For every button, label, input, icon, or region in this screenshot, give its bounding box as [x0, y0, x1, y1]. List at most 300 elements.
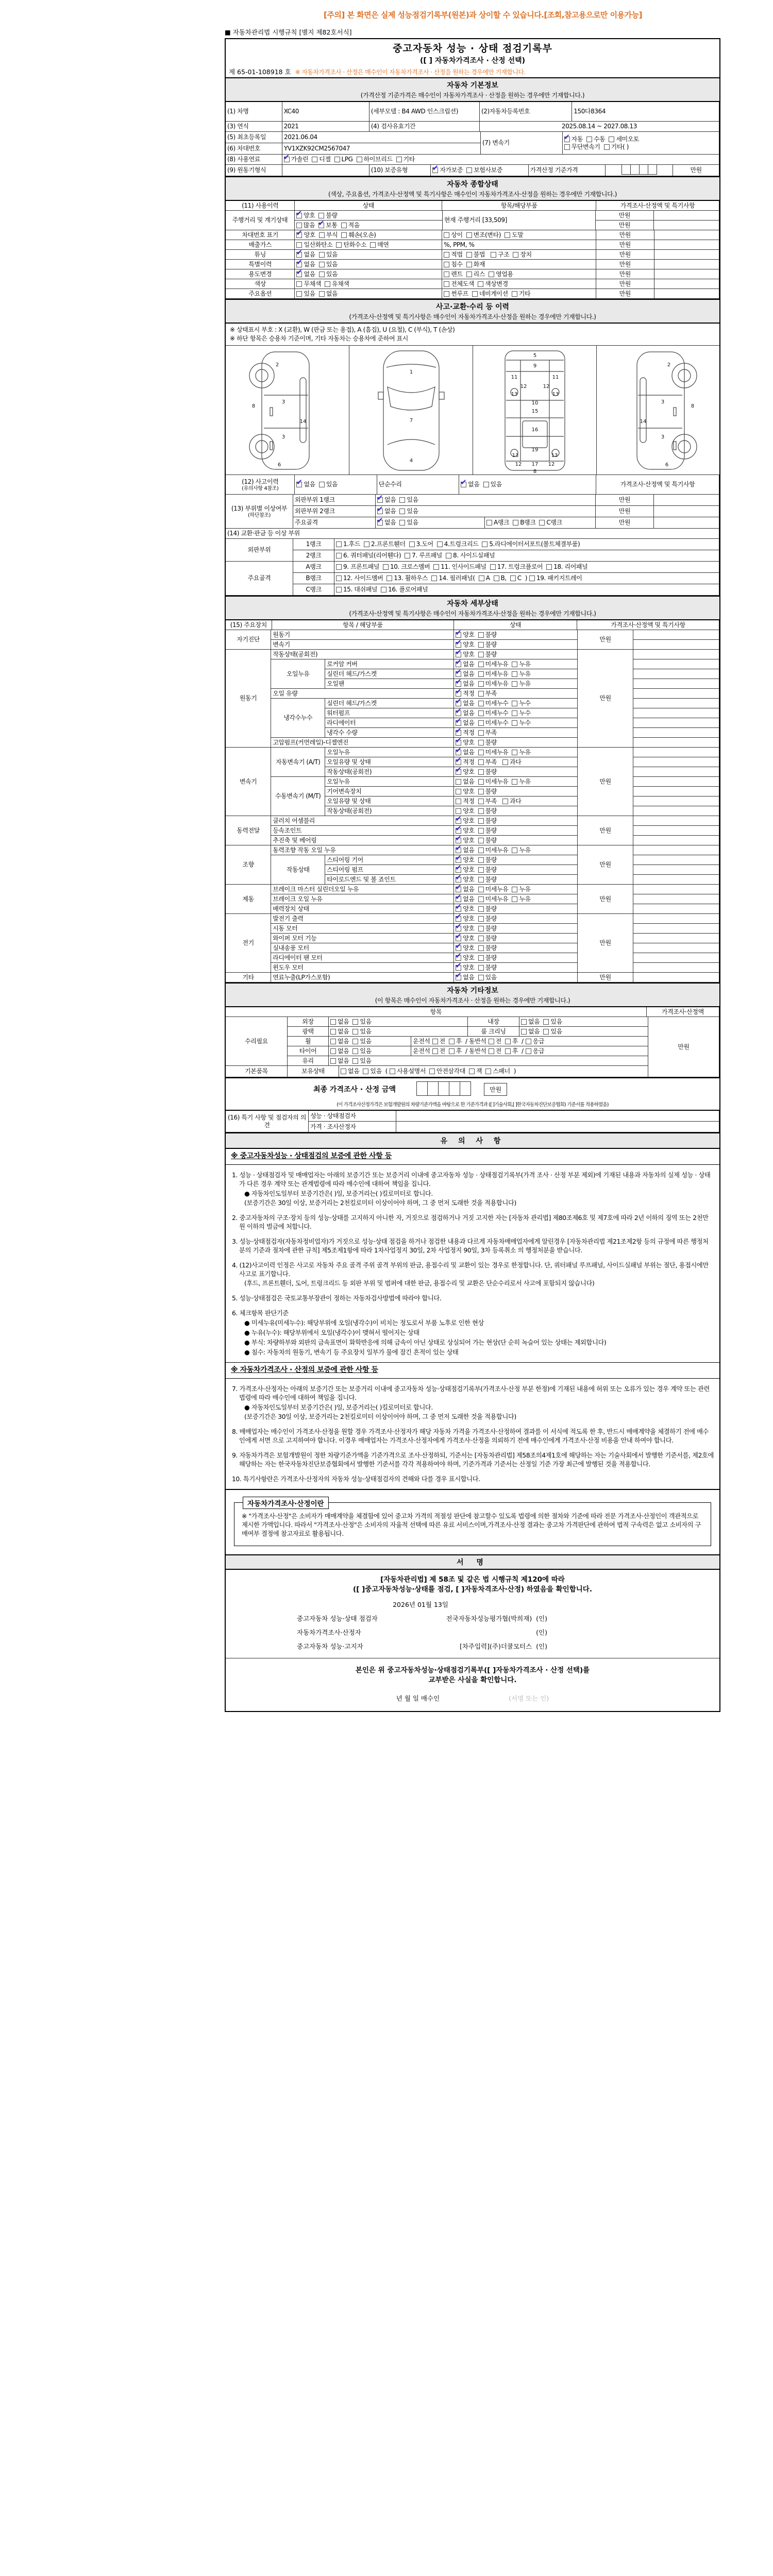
checkbox-icon[interactable]: [357, 157, 362, 162]
checkbox-icon[interactable]: [456, 945, 461, 951]
checkbox-icon[interactable]: [539, 520, 545, 526]
checkbox-불량[interactable]: 불량: [478, 827, 497, 835]
checkbox-icon[interactable]: [444, 291, 449, 297]
checkbox-icon[interactable]: [437, 541, 443, 547]
checkbox-icon[interactable]: [526, 1039, 531, 1044]
checkbox-미세누수[interactable]: 미세누수: [478, 709, 509, 717]
checkbox-icon[interactable]: [319, 291, 325, 297]
checkbox-잭[interactable]: 잭: [469, 1067, 482, 1075]
final-price-boxes[interactable]: [416, 1081, 470, 1097]
checkbox-있음[interactable]: 있음: [363, 1067, 381, 1075]
checkbox-적법[interactable]: 적법: [444, 251, 462, 259]
checkbox-icon[interactable]: [478, 828, 484, 834]
checkbox-icon[interactable]: [478, 955, 484, 961]
checkbox-불량[interactable]: 불량: [478, 817, 497, 825]
checkbox-icon[interactable]: [512, 710, 517, 716]
checkbox-icon[interactable]: [478, 730, 484, 736]
checkbox-양호[interactable]: ✔ 양호: [456, 768, 474, 776]
checkbox-없음[interactable]: ✔ 없음: [460, 478, 480, 488]
checkbox-전[interactable]: 전: [432, 1038, 445, 1045]
checkbox-icon[interactable]: [456, 701, 461, 706]
checkbox-icon[interactable]: [456, 652, 461, 657]
checkbox-icon[interactable]: [330, 1029, 336, 1035]
checkbox-없음[interactable]: 없음: [330, 1038, 349, 1045]
checkbox-양호[interactable]: ✔ 양호: [456, 866, 474, 874]
checkbox-icon[interactable]: [433, 564, 439, 570]
checkbox-불량[interactable]: 불량: [478, 739, 497, 747]
checkbox-있음[interactable]: 있음: [319, 481, 338, 488]
checkbox-icon[interactable]: [456, 808, 461, 814]
checkbox-누수[interactable]: 누수: [512, 700, 530, 707]
checkbox-누수[interactable]: 누수: [512, 719, 530, 727]
checkbox-icon[interactable]: [505, 1048, 511, 1054]
checkbox-없음[interactable]: 없음: [330, 1057, 349, 1065]
checkbox-icon[interactable]: [489, 1048, 494, 1054]
checkbox-icon[interactable]: [405, 553, 410, 558]
checkbox-icon[interactable]: [456, 710, 461, 716]
checkbox-불량[interactable]: 불량: [478, 856, 497, 864]
checkbox-icon[interactable]: [383, 564, 389, 570]
checkbox-icon[interactable]: [489, 1039, 494, 1044]
checkbox-icon[interactable]: [478, 906, 484, 912]
checkbox-과다[interactable]: 과다: [502, 758, 521, 766]
checkbox-있음[interactable]: 있음: [352, 1038, 371, 1045]
checkbox-icon[interactable]: [478, 281, 483, 287]
checkbox-13. 휠하우스[interactable]: 13. 휠하우스: [386, 574, 428, 582]
checkbox-icon[interactable]: [456, 818, 461, 824]
checkbox-icon[interactable]: [377, 517, 383, 526]
checkbox-icon[interactable]: [330, 1058, 336, 1064]
checkbox-icon[interactable]: [456, 730, 461, 736]
checkbox-icon[interactable]: [478, 975, 484, 980]
checkbox-없음[interactable]: ✔ 없음: [296, 270, 315, 278]
checkbox-후[interactable]: 후: [505, 1047, 518, 1055]
checkbox-없음[interactable]: ✔ 없음: [456, 660, 474, 668]
checkbox-미세누유[interactable]: 미세누유: [478, 886, 509, 893]
checkbox-7. 루프패널[interactable]: 7. 루프패널: [405, 552, 442, 560]
checkbox-icon[interactable]: [319, 252, 325, 258]
checkbox-없음[interactable]: 없음: [319, 290, 338, 298]
checkbox-icon[interactable]: [444, 272, 449, 277]
checkbox-icon[interactable]: [370, 242, 376, 248]
checkbox-icon[interactable]: [485, 1069, 491, 1074]
checkbox-icon[interactable]: [449, 1039, 455, 1044]
checkbox-미세누유[interactable]: 미세누유: [478, 895, 509, 903]
checkbox-icon[interactable]: [456, 887, 461, 892]
checkbox-부식[interactable]: 부식: [319, 231, 338, 239]
checkbox-icon[interactable]: [456, 681, 461, 687]
checkbox-icon[interactable]: [478, 926, 484, 931]
checkbox-LPG[interactable]: LPG: [334, 156, 353, 163]
checkbox-17. 트렁크플로어[interactable]: 17. 트렁크플로어: [490, 563, 543, 571]
checkbox-양호[interactable]: ✔ 양호: [456, 925, 474, 933]
checkbox-icon[interactable]: [318, 213, 324, 218]
checkbox-icon[interactable]: [352, 1039, 358, 1044]
checkbox-icon[interactable]: [296, 213, 302, 218]
checkbox-icon[interactable]: [505, 1039, 511, 1044]
checkbox-응급[interactable]: 응급: [526, 1038, 544, 1045]
checkbox-불량[interactable]: 불량: [478, 925, 497, 933]
checkbox-icon[interactable]: [512, 887, 517, 892]
checkbox-있음[interactable]: 있음: [478, 974, 497, 981]
checkbox-15. 대쉬패널[interactable]: 15. 대쉬패널: [336, 586, 377, 594]
checkbox-불법[interactable]: 불법: [466, 251, 485, 259]
checkbox-없음[interactable]: 없음: [521, 1018, 540, 1026]
checkbox-icon[interactable]: [456, 838, 461, 843]
checkbox-icon[interactable]: [491, 252, 496, 258]
checkbox-후[interactable]: 후: [449, 1038, 462, 1045]
checkbox-icon[interactable]: [399, 497, 405, 503]
checkbox-icon[interactable]: [456, 926, 461, 931]
checkbox-icon[interactable]: [456, 828, 461, 834]
checkbox-16. 플로어패널[interactable]: 16. 플로어패널: [381, 586, 428, 594]
checkbox-icon[interactable]: [478, 799, 484, 804]
checkbox-있음[interactable]: 있음: [319, 261, 338, 268]
checkbox-icon[interactable]: [352, 1019, 358, 1025]
checkbox-icon[interactable]: [482, 541, 488, 547]
checkbox-icon[interactable]: [296, 478, 303, 487]
checkbox-C랭크[interactable]: C랭크: [539, 519, 562, 527]
checkbox-없음[interactable]: ✔ 없음: [456, 719, 474, 727]
checkbox-C[interactable]: C: [510, 574, 522, 582]
checkbox-있음[interactable]: 있음: [352, 1047, 371, 1055]
checkbox-icon[interactable]: [432, 167, 438, 173]
checkbox-미세누수[interactable]: 미세누수: [478, 700, 509, 707]
checkbox-양호[interactable]: ✔ 양호: [456, 631, 474, 639]
checkbox-icon[interactable]: [444, 232, 449, 238]
checkbox-icon[interactable]: [478, 945, 484, 951]
checkbox-icon[interactable]: [336, 587, 342, 592]
checkbox-장치[interactable]: 장치: [513, 251, 531, 259]
checkbox-icon[interactable]: [377, 497, 383, 503]
checkbox-icon[interactable]: [296, 252, 302, 258]
checkbox-있음[interactable]: 있음: [319, 270, 338, 278]
checkbox-icon[interactable]: [284, 157, 290, 162]
checkbox-icon[interactable]: [409, 541, 415, 547]
checkbox-icon[interactable]: [543, 1029, 549, 1035]
checkbox-전체도색[interactable]: 전체도색: [444, 280, 474, 288]
checkbox-안전삼각대[interactable]: 안전삼각대: [429, 1067, 465, 1075]
checkbox-있음[interactable]: 있음: [399, 496, 418, 504]
checkbox-썬루프[interactable]: 썬루프: [444, 290, 468, 298]
checkbox-icon[interactable]: [296, 281, 302, 287]
checkbox-12. 사이드멤버[interactable]: 12. 사이드멤버: [336, 574, 383, 582]
checkbox-양호[interactable]: ✔ 양호: [456, 827, 474, 835]
checkbox-하이브리드[interactable]: 하이브리드: [357, 156, 393, 163]
checkbox-icon[interactable]: [456, 936, 461, 941]
checkbox-icon[interactable]: [444, 262, 449, 267]
checkbox-불량[interactable]: 불량: [478, 768, 497, 776]
checkbox-부족[interactable]: 부족: [478, 758, 497, 766]
checkbox-불량[interactable]: 불량: [478, 944, 497, 952]
checkbox-icon[interactable]: [478, 857, 484, 863]
checkbox-icon[interactable]: [456, 896, 461, 902]
checkbox-적정[interactable]: ✔ 적정: [456, 729, 474, 737]
checkbox-icon[interactable]: [456, 632, 461, 638]
checkbox-스패너[interactable]: 스패너: [485, 1067, 510, 1075]
checkbox-있음[interactable]: 있음: [319, 251, 338, 259]
checkbox-icon[interactable]: [325, 281, 330, 287]
checkbox-없음[interactable]: ✔ 없음: [296, 478, 315, 488]
checkbox-많음[interactable]: 많음: [296, 222, 315, 229]
checkbox-icon[interactable]: [543, 1019, 549, 1025]
checkbox-icon[interactable]: [466, 167, 472, 173]
checkbox-전[interactable]: 전: [489, 1047, 501, 1055]
checkbox-icon[interactable]: [456, 789, 461, 794]
checkbox-전[interactable]: 전: [489, 1038, 501, 1045]
checkbox-무채색[interactable]: 무채색: [296, 280, 321, 288]
checkbox-누유[interactable]: 누유: [512, 670, 530, 678]
checkbox-icon[interactable]: [399, 520, 405, 526]
checkbox-icon[interactable]: [466, 272, 472, 277]
checkbox-icon[interactable]: [478, 896, 484, 902]
checkbox-1.후드[interactable]: 1.후드: [336, 540, 360, 548]
checkbox-없음[interactable]: ✔ 없음: [296, 261, 315, 268]
checkbox-3.도어[interactable]: 3.도어: [409, 540, 433, 548]
checkbox-icon[interactable]: [478, 671, 484, 677]
checkbox-불량[interactable]: 불량: [478, 954, 497, 962]
checkbox-icon[interactable]: [377, 506, 383, 514]
checkbox-적정[interactable]: ✔ 적정: [456, 758, 474, 766]
checkbox-19. 패키지트레이[interactable]: 19. 패키지트레이: [529, 574, 582, 582]
checkbox-5.라디에이터서포트(볼트체결부품)[interactable]: 5.라디에이터서포트(볼트체결부품): [482, 540, 580, 548]
checkbox-있음[interactable]: 있음: [399, 519, 418, 527]
checkbox-icon[interactable]: [513, 252, 518, 258]
checkbox-icon[interactable]: [330, 1048, 336, 1054]
checkbox-icon[interactable]: [363, 1069, 368, 1074]
checkbox-도말[interactable]: 도말: [505, 231, 523, 239]
checkbox-icon[interactable]: [466, 262, 472, 267]
checkbox-icon[interactable]: [512, 848, 517, 853]
checkbox-양호[interactable]: 양호: [456, 807, 474, 815]
checkbox-icon[interactable]: [318, 223, 324, 228]
checkbox-있음[interactable]: 있음: [296, 290, 315, 298]
checkbox-icon[interactable]: [521, 1029, 527, 1035]
checkbox-기타[interactable]: 기타: [396, 156, 415, 163]
checkbox-icon[interactable]: [455, 659, 462, 667]
checkbox-icon[interactable]: [330, 1019, 336, 1025]
checkbox-누유[interactable]: 누유: [512, 895, 530, 903]
checkbox-8. 사이드실패널[interactable]: 8. 사이드실패널: [446, 552, 495, 560]
checkbox-2.프론트휀더[interactable]: 2.프론트휀더: [364, 540, 406, 548]
checkbox-양호[interactable]: ✔ 양호: [456, 944, 474, 952]
checkbox-누유[interactable]: 누유: [512, 778, 530, 786]
checkbox-icon[interactable]: [478, 710, 484, 716]
checkbox-icon[interactable]: [456, 691, 461, 697]
checkbox-icon[interactable]: [296, 262, 302, 267]
checkbox-없음[interactable]: ✔ 없음: [456, 974, 474, 981]
checkbox-icon[interactable]: [341, 223, 347, 228]
checkbox-없음[interactable]: ✔ 없음: [456, 749, 474, 756]
checkbox-양호[interactable]: ✔ 양호: [296, 231, 315, 239]
checkbox-icon[interactable]: [489, 272, 494, 277]
checkbox-icon[interactable]: [564, 144, 570, 150]
checkbox-icon[interactable]: [478, 779, 484, 785]
checkbox-icon[interactable]: [466, 232, 472, 238]
checkbox-icon[interactable]: [563, 132, 570, 142]
checkbox-icon[interactable]: [296, 223, 302, 228]
checkbox-불량[interactable]: 불량: [478, 631, 497, 639]
checkbox-icon[interactable]: [456, 799, 461, 804]
checkbox-없음[interactable]: 없음: [330, 1018, 349, 1026]
checkbox-icon[interactable]: [456, 671, 461, 677]
checkbox-영업용[interactable]: 영업용: [489, 270, 513, 278]
checkbox-icon[interactable]: [478, 769, 484, 775]
checkbox-icon[interactable]: [396, 157, 402, 162]
checkbox-icon[interactable]: [521, 1019, 527, 1025]
checkbox-icon[interactable]: [478, 808, 484, 814]
checkbox-없음[interactable]: ✔ 없음: [456, 670, 474, 678]
checkbox-icon[interactable]: [319, 482, 325, 487]
checkbox-자가보증[interactable]: ✔ 자가보증: [432, 165, 463, 174]
checkbox-있음[interactable]: 있음: [543, 1028, 562, 1036]
checkbox-icon[interactable]: [478, 759, 484, 765]
checkbox-18. 리어패널[interactable]: 18. 리어패널: [546, 563, 587, 571]
checkbox-양호[interactable]: ✔ 양호: [456, 905, 474, 913]
checkbox-icon[interactable]: [512, 662, 517, 667]
checkbox-icon[interactable]: [319, 232, 325, 238]
checkbox-있음[interactable]: 있음: [352, 1018, 371, 1026]
checkbox-없음[interactable]: 없음: [330, 1028, 349, 1036]
checkbox-보험사보증[interactable]: 보험사보증: [466, 166, 502, 174]
checkbox-icon[interactable]: [512, 291, 517, 297]
checkbox-icon[interactable]: [381, 587, 386, 592]
checkbox-icon[interactable]: [478, 720, 484, 726]
checkbox-icon[interactable]: [456, 750, 461, 755]
checkbox-누유[interactable]: 누유: [512, 749, 530, 756]
checkbox-화재[interactable]: 화재: [466, 261, 485, 268]
checkbox-렌트[interactable]: 렌트: [444, 270, 462, 278]
checkbox-없음[interactable]: ✔ 없음: [296, 251, 315, 259]
checkbox-기타[interactable]: 기타: [512, 290, 530, 298]
checkbox-icon[interactable]: [455, 845, 462, 853]
checkbox-icon[interactable]: [336, 564, 342, 570]
checkbox-누유[interactable]: 누유: [512, 660, 530, 668]
checkbox-icon[interactable]: [478, 818, 484, 824]
checkbox-양호[interactable]: ✔ 양호: [456, 856, 474, 864]
checkbox-icon[interactable]: [505, 232, 510, 238]
checkbox-없음[interactable]: 없음: [456, 778, 474, 786]
checkbox-불량[interactable]: 불량: [478, 915, 497, 923]
checkbox-훼손(오손)[interactable]: 훼손(오손): [341, 231, 376, 239]
checkbox-없음[interactable]: 없음: [330, 1047, 349, 1055]
checkbox-icon[interactable]: [478, 877, 484, 883]
checkbox-icon[interactable]: [336, 553, 342, 558]
checkbox-후[interactable]: 후: [449, 1047, 462, 1055]
checkbox-미세누수[interactable]: 미세누수: [478, 719, 509, 727]
checkbox-icon[interactable]: [334, 157, 340, 162]
checkbox-불량[interactable]: 불량: [478, 905, 497, 913]
checkbox-네비게이션[interactable]: 네비게이션: [472, 290, 508, 298]
checkbox-없음[interactable]: ✔ 없음: [456, 709, 474, 717]
checkbox-누유[interactable]: 누유: [512, 886, 530, 893]
checkbox-없음[interactable]: ✔ 없음: [377, 517, 396, 526]
checkbox-부족[interactable]: 부족: [478, 690, 497, 698]
checkbox-세미오토[interactable]: 세미오토: [609, 135, 639, 143]
checkbox-양호[interactable]: ✔ 양호: [456, 915, 474, 923]
checkbox-있음[interactable]: 있음: [399, 507, 418, 515]
checkbox-불량[interactable]: 불량: [318, 212, 337, 219]
checkbox-icon[interactable]: [478, 681, 484, 687]
checkbox-icon[interactable]: [478, 632, 484, 638]
checkbox-icon[interactable]: [510, 575, 516, 581]
checkbox-양호[interactable]: ✔ 양호: [456, 935, 474, 942]
checkbox-icon[interactable]: [529, 575, 535, 581]
checkbox-없음[interactable]: 없음: [521, 1028, 540, 1036]
checkbox-icon[interactable]: [478, 965, 484, 971]
checkbox-A[interactable]: A: [479, 574, 490, 582]
checkbox-icon[interactable]: [502, 759, 508, 765]
checkbox-icon[interactable]: [478, 916, 484, 922]
checkbox-icon[interactable]: [446, 553, 451, 558]
checkbox-침수[interactable]: 침수: [444, 261, 462, 268]
checkbox-icon[interactable]: [444, 281, 449, 287]
checkbox-사용설명서[interactable]: 사용설명서: [390, 1067, 426, 1075]
checkbox-불량[interactable]: 불량: [478, 641, 497, 649]
checkbox-icon[interactable]: [478, 740, 484, 745]
checkbox-icon[interactable]: [478, 867, 484, 873]
checkbox-icon[interactable]: [526, 1048, 531, 1054]
checkbox-양호[interactable]: ✔ 양호: [456, 651, 474, 658]
checkbox-없음[interactable]: ✔ 없음: [456, 846, 474, 854]
checkbox-없음[interactable]: ✔ 없음: [456, 895, 474, 903]
checkbox-icon[interactable]: [486, 520, 492, 526]
checkbox-4.트렁크리드[interactable]: 4.트렁크리드: [437, 540, 479, 548]
checkbox-icon[interactable]: [456, 955, 461, 961]
checkbox-누유[interactable]: 누유: [512, 846, 530, 854]
checkbox-B,[interactable]: B,: [494, 574, 507, 582]
checkbox-icon[interactable]: [478, 652, 484, 657]
checkbox-불량[interactable]: 불량: [478, 837, 497, 844]
checkbox-누수[interactable]: 누수: [512, 709, 530, 717]
checkbox-응급[interactable]: 응급: [526, 1047, 544, 1055]
checkbox-icon[interactable]: [456, 965, 461, 971]
checkbox-icon[interactable]: [478, 642, 484, 648]
checkbox-icon[interactable]: [604, 144, 610, 150]
checkbox-미세누유[interactable]: 미세누유: [478, 778, 509, 786]
checkbox-icon[interactable]: [478, 701, 484, 706]
checkbox-가솔린[interactable]: ✔ 가솔린: [283, 155, 309, 163]
checkbox-과다[interactable]: 과다: [502, 798, 521, 805]
checkbox-icon[interactable]: [432, 1039, 438, 1044]
checkbox-icon[interactable]: [472, 291, 478, 297]
checkbox-10. 크로스멤버[interactable]: 10. 크로스멤버: [383, 563, 430, 571]
checkbox-B랭크[interactable]: B랭크: [513, 519, 535, 527]
checkbox-양호[interactable]: ✔ 양호: [456, 954, 474, 962]
checkbox-디젤[interactable]: 디젤: [312, 156, 330, 163]
checkbox-icon[interactable]: [512, 779, 517, 785]
checkbox-icon[interactable]: [352, 1048, 358, 1054]
checkbox-불량[interactable]: 불량: [478, 876, 497, 884]
checkbox-icon[interactable]: [512, 701, 517, 706]
checkbox-후[interactable]: 후: [505, 1038, 518, 1045]
checkbox-icon[interactable]: [449, 1048, 455, 1054]
checkbox-미세누유[interactable]: 미세누유: [478, 660, 509, 668]
checkbox-없음[interactable]: ✔ 없음: [456, 700, 474, 707]
checkbox-icon[interactable]: [512, 896, 517, 902]
checkbox-누유[interactable]: 누유: [512, 680, 530, 688]
checkbox-icon[interactable]: [502, 799, 508, 804]
checkbox-리스[interactable]: 리스: [466, 270, 485, 278]
checkbox-icon[interactable]: [330, 1039, 336, 1044]
checkbox-미세누유[interactable]: 미세누유: [478, 749, 509, 756]
checkbox-없음[interactable]: ✔ 없음: [456, 680, 474, 688]
checkbox-icon[interactable]: [390, 1069, 395, 1074]
checkbox-icon[interactable]: [336, 242, 342, 248]
checkbox-양호[interactable]: ✔ 양호: [456, 837, 474, 844]
checkbox-없음[interactable]: ✔ 없음: [377, 495, 396, 503]
checkbox-양호[interactable]: ✔ 양호: [456, 641, 474, 649]
